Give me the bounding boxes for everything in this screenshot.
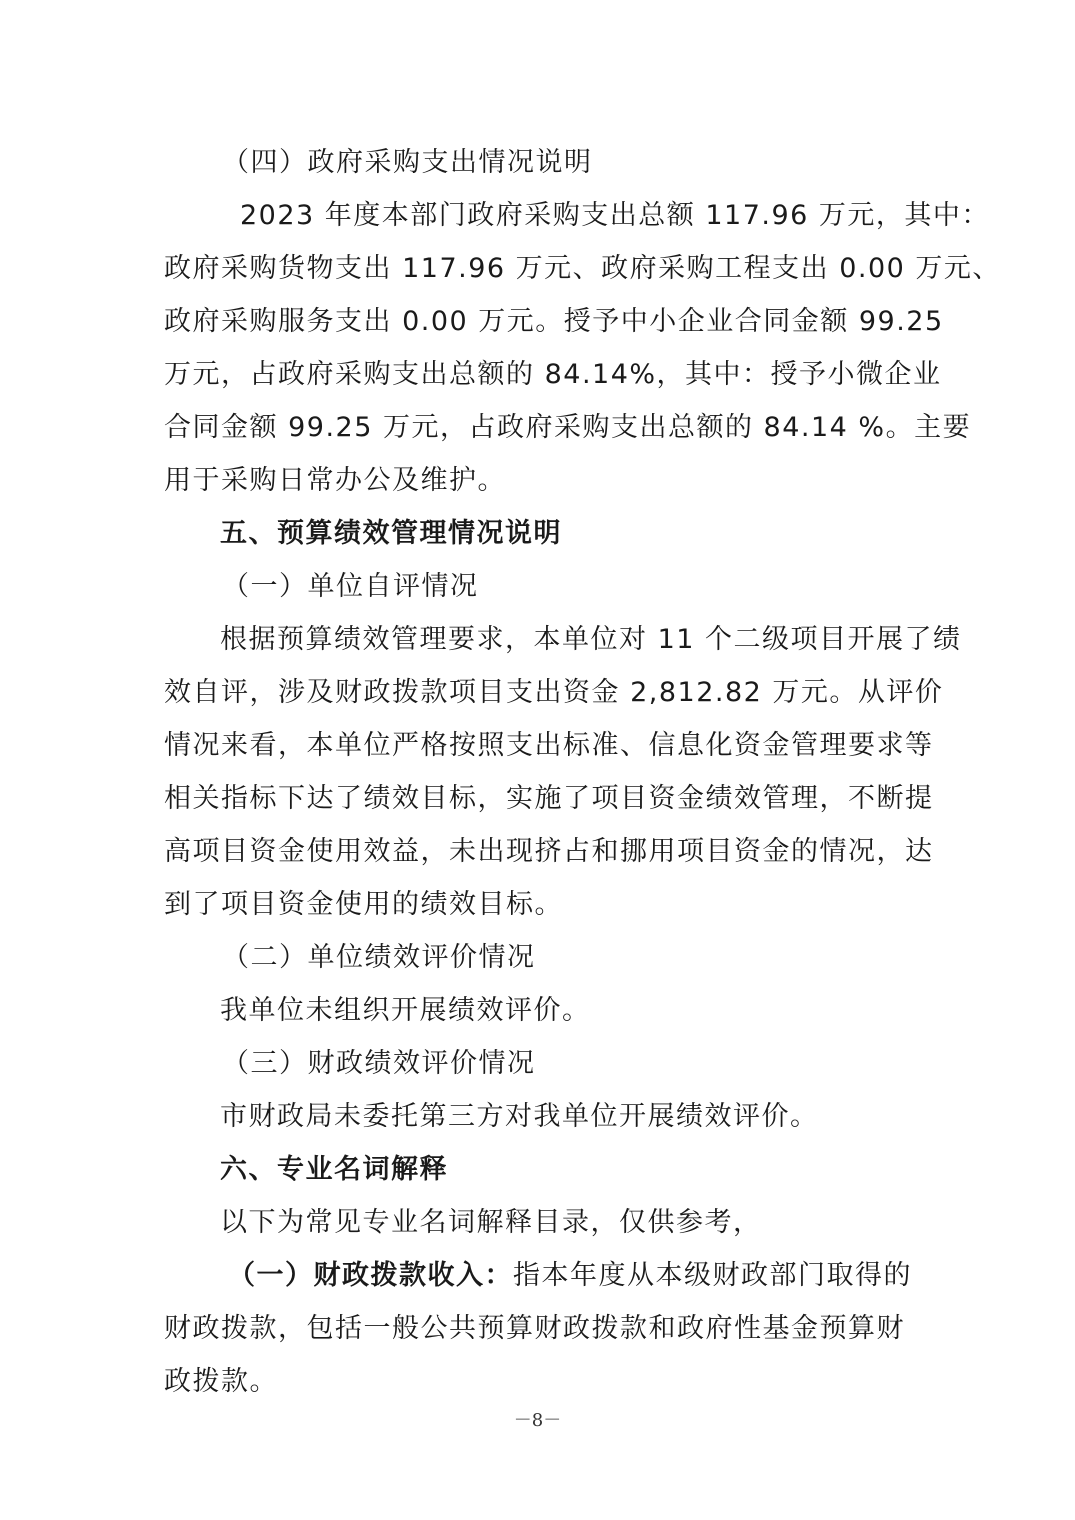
- self-eval-heading: （一）单位自评情况: [222, 571, 479, 602]
- paragraph-line: 相关指标下达了绩效目标，实施了项目资金绩效管理，不断提: [164, 783, 934, 814]
- section-six-heading: 六、专业名词解释: [220, 1154, 448, 1185]
- term-first-line: [164, 1249, 916, 1302]
- paragraph-line: 2023 年度本部门政府采购支出总额 117.96 万元，其中：: [240, 200, 990, 231]
- paragraph-line: 根据预算绩效管理要求，本单位对 11 个二级项目开展了绩: [220, 624, 962, 655]
- section-six-intro: 以下为常见专业名词解释目录，仅供参考，: [220, 1207, 762, 1238]
- paragraph-line: 合同金额 99.25 万元，占政府采购支出总额的 84.14 %。主要: [164, 412, 972, 443]
- paragraph-line: 效自评，涉及财政拨款项目支出资金 2,812.82 万元。从评价: [164, 677, 944, 708]
- gov-procurement-paragraph: [164, 189, 1001, 507]
- paragraph-line: 到了项目资金使用的绩效目标。: [164, 889, 563, 920]
- section-four-heading: （四）政府采购支出情况说明: [222, 147, 593, 178]
- term-fiscal-appropriation: [164, 1249, 916, 1408]
- page-number: －8－: [513, 1410, 562, 1431]
- paragraph-line: 高项目资金使用效益，未出现挤占和挪用项目资金的情况，达: [164, 836, 934, 867]
- paragraph-line: 政拨款。: [164, 1366, 278, 1397]
- page-content: [164, 136, 1001, 1408]
- finance-eval-heading: （三）财政绩效评价情况: [222, 1048, 536, 1079]
- unit-eval-heading: （二）单位绩效评价情况: [222, 942, 536, 973]
- paragraph-line: 财政拨款，包括一般公共预算财政拨款和政府性基金预算财: [164, 1313, 905, 1344]
- paragraph-line: 政府采购货物支出 117.96 万元、政府采购工程支出 0.00 万元、: [164, 253, 1001, 284]
- section-five-heading: 五、预算绩效管理情况说明: [220, 518, 562, 549]
- unit-eval-text: 我单位未组织开展绩效评价。: [220, 995, 591, 1026]
- self-eval-paragraph: [164, 613, 962, 931]
- term-definition-start: 指本年度从本级财政部门取得的: [513, 1260, 912, 1291]
- term-label: （一）财政拨款收入：: [228, 1260, 513, 1291]
- paragraph-line: 政府采购服务支出 0.00 万元。授予中小企业合同金额 99.25: [164, 306, 944, 337]
- paragraph-line: 万元，占政府采购支出总额的 84.14%，其中：授予小微企业: [164, 359, 942, 390]
- finance-eval-text: 市财政局未委托第三方对我单位开展绩效评价。: [220, 1101, 819, 1132]
- paragraph-line: 用于采购日常办公及维护。: [164, 465, 506, 496]
- paragraph-line: 情况来看，本单位严格按照支出标准、信息化资金管理要求等: [164, 730, 934, 761]
